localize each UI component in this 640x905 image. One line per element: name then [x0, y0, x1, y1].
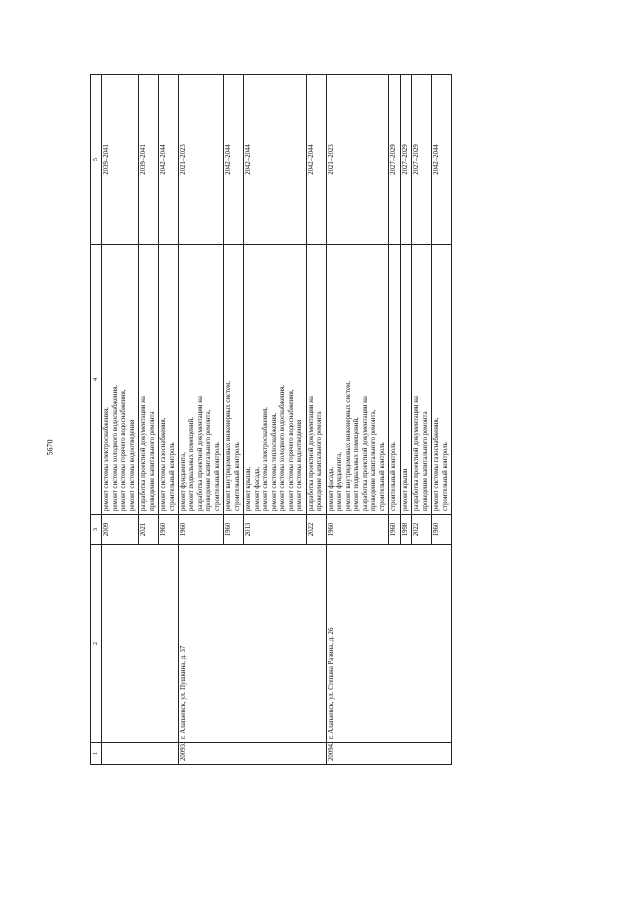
period-cell: 2027–2029 — [400, 75, 411, 245]
year-cell: 1998 — [400, 515, 411, 545]
period-cell: 2021–2023 — [179, 75, 224, 245]
work-item: разработка проектной документации на — [413, 396, 421, 511]
period-cell: 2042–2044 — [306, 75, 326, 245]
work-item: строительный контроль — [390, 442, 398, 511]
header-col-5: 5 — [91, 75, 102, 245]
table-row — [102, 75, 139, 765]
work-item: проведение капитального ремонта, — [205, 409, 213, 511]
period-cell: 2039–2041 — [102, 75, 139, 245]
address-cell: г. Алапаевск, ул. Степана Разина, д. 26 — [326, 545, 451, 743]
period-cell: 2027–2029 — [389, 75, 400, 245]
header-col-3: 3 — [91, 515, 102, 545]
table-body — [102, 75, 452, 765]
works-cell — [400, 245, 411, 515]
work-item: ремонт системы холодного водоснабжения, — [279, 385, 287, 511]
rotated-page — [90, 75, 545, 765]
work-item: ремонт фундамента, — [180, 452, 187, 511]
header-row — [91, 75, 102, 765]
work-item: ремонт внутридомовых инженерных систем, — [344, 381, 352, 511]
work-item: ремонт системы электроснабжения, — [262, 407, 270, 511]
period-cell: 2039–2041 — [139, 75, 159, 245]
work-item: строительный контроль — [168, 442, 176, 511]
period-cell: 2042–2044 — [224, 75, 244, 245]
works-cell — [139, 245, 159, 515]
year-cell: 2013 — [244, 515, 306, 545]
year-cell: 2022 — [412, 515, 432, 545]
work-item: разработка проектной документации на — [361, 396, 369, 511]
work-item: проведение капитального ремонта — [316, 411, 324, 511]
work-item: ремонт подвальных помещений, — [188, 417, 196, 511]
work-item: строительный контроль — [213, 442, 221, 511]
year-cell: 1960 — [389, 515, 400, 545]
work-item: проведение капитального ремонта, — [370, 409, 378, 511]
year-cell: 1960 — [432, 515, 452, 545]
period-cell: 2021–2023 — [326, 75, 388, 245]
work-item: ремонт крыши — [401, 468, 409, 511]
work-item: строительный контроль — [441, 442, 449, 511]
work-item: ремонт системы газоснабжения, — [433, 417, 441, 511]
works-cell — [244, 245, 306, 515]
work-item: ремонт системы холодного водоснабжения, — [111, 385, 119, 511]
address-cell: г. Алапаевск, ул. Пушкина, д. 37 — [179, 545, 327, 743]
header-col-4: 4 — [91, 245, 102, 515]
year-cell: 2022 — [306, 515, 326, 545]
period-cell: 2027–2029 — [412, 75, 432, 245]
work-item: ремонт подвальных помещений, — [353, 417, 361, 511]
works-cell — [224, 245, 244, 515]
year-cell: 2021 — [139, 515, 159, 545]
work-item: ремонт фасада, — [327, 466, 335, 511]
capital-repair-table — [90, 74, 452, 765]
year-cell: 1960 — [179, 515, 224, 545]
work-item: ремонт системы водоотведения — [296, 419, 304, 511]
address-cell — [102, 545, 179, 743]
year-cell: 1960 — [159, 515, 179, 545]
work-item: разработка проектной документации на — [140, 396, 148, 511]
works-cell — [412, 245, 432, 515]
works-cell — [432, 245, 452, 515]
work-item: ремонт системы электроснабжения, — [103, 407, 111, 511]
work-item: ремонт системы газоснабжения, — [160, 417, 168, 511]
work-item: ремонт системы горячего водоснабжения, — [287, 389, 295, 511]
work-item: ремонт фасада, — [253, 466, 261, 511]
table-row — [326, 75, 388, 765]
works-cell — [389, 245, 400, 515]
work-item: ремонт системы водоотведения — [128, 419, 136, 511]
year-cell: 1960 — [224, 515, 244, 545]
works-cell — [326, 245, 388, 515]
work-item: строительный контроль — [233, 442, 241, 511]
work-item: проведение капитального ремонта — [421, 411, 429, 511]
work-item: строительный контроль — [378, 442, 386, 511]
work-item: разработка проектной документации на — [307, 396, 315, 511]
year-cell: 2009 — [102, 515, 139, 545]
row-number-cell — [102, 743, 179, 765]
header-col-1: 1 — [91, 743, 102, 765]
page-number: 5670 — [45, 439, 55, 456]
works-cell — [179, 245, 224, 515]
work-item: ремонт внутридомовых инженерных систем, — [225, 381, 233, 511]
period-cell: 2042–2044 — [159, 75, 179, 245]
work-item: ремонт крыши, — [245, 466, 253, 511]
year-cell: 1960 — [326, 515, 388, 545]
row-number-cell: 20094. — [326, 743, 451, 765]
table-row — [179, 75, 224, 765]
period-cell: 2042–2044 — [244, 75, 306, 245]
work-item: проведение капитального ремонта — [148, 411, 156, 511]
work-item: ремонт системы теплоснабжения, — [270, 413, 278, 511]
work-item: ремонт фундамента, — [336, 452, 344, 511]
header-col-2: 2 — [91, 545, 102, 743]
work-item: разработка проектной документации на — [196, 396, 204, 511]
period-cell: 2042–2044 — [432, 75, 452, 245]
works-cell — [159, 245, 179, 515]
works-cell — [102, 245, 139, 515]
works-cell — [306, 245, 326, 515]
work-item: ремонт системы горячего водоснабжения, — [120, 389, 128, 511]
row-number-cell: 20093. — [179, 743, 327, 765]
